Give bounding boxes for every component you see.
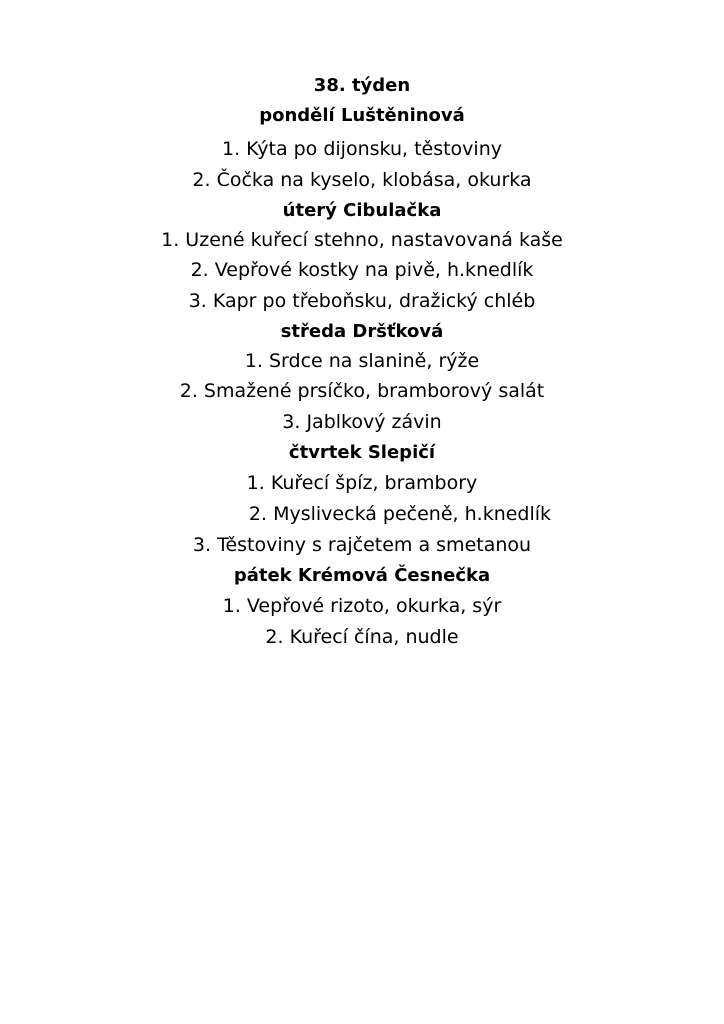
day-heading-friday: pátek Krémová Česnečka (233, 565, 491, 586)
menu-item: 1. Vepřové rizoto, okurka, sýr (222, 595, 502, 617)
menu-item: 2. Čočka na kyselo, klobása, okurka (192, 169, 532, 191)
menu-item: 2. Smažené prsíčko, bramborový salát (179, 380, 545, 402)
menu-item: 2. Kuřecí čína, nudle (265, 626, 459, 648)
menu-item: 1. Uzené kuřecí stehno, nastavovaná kaše (161, 229, 563, 251)
menu-item: 2. Vepřové kostky na pivě, h.knedlík (190, 259, 534, 281)
menu-item: 1. Srdce na slanině, rýže (244, 350, 480, 372)
day-heading-wednesday: středa Dršťková (280, 321, 444, 342)
day-heading-monday: pondělí Luštěninová (259, 105, 465, 126)
menu-item: 1. Kýta po dijonsku, těstoviny (222, 138, 502, 160)
week-title: 38. týden (313, 75, 411, 96)
day-heading-thursday: čtvrtek Slepičí (288, 442, 436, 463)
menu-item: 2. Myslivecká pečeně, h.knedlík (248, 503, 552, 525)
menu-item: 1. Kuřecí špíz, brambory (246, 472, 478, 494)
menu-item: 3. Jablkový závin (282, 411, 442, 433)
menu-item: 3. Kapr po třeboňsku, dražický chléb (188, 290, 536, 312)
day-heading-tuesday: úterý Cibulačka (282, 200, 442, 221)
menu-item: 3. Těstoviny s rajčetem a smetanou (192, 534, 532, 556)
